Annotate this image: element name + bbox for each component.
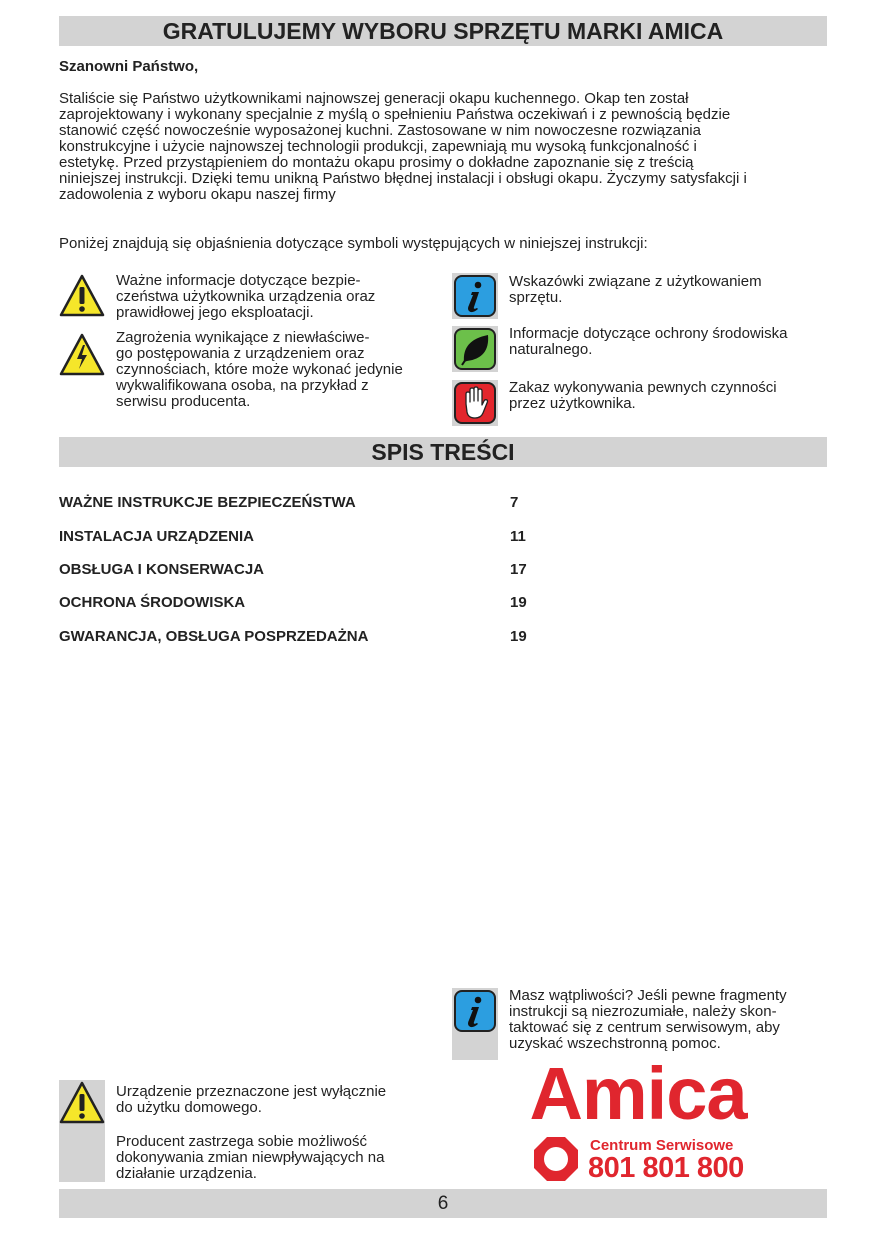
legend-prohibition-text: Zakaz wykonywania pewnych czynności przez użytkownika. <box>509 379 777 412</box>
hand-stop-icon <box>452 380 498 426</box>
toc-item-page: 11 <box>510 528 526 545</box>
amica-logo: Amica <box>529 1052 747 1135</box>
page-header-title: GRATULUJEMY WYBORU SPRZĘTU MARKI AMICA <box>59 16 827 46</box>
toc-item-label[interactable]: WAŻNE INSTRUKCJE BEZPIECZEŃSTWA <box>59 494 356 511</box>
greeting: Szanowni Państwo, <box>59 58 199 75</box>
toc-item-label[interactable]: OCHRONA ŚRODOWISKA <box>59 594 246 611</box>
legend-environment-text: Informacje dotyczące ochrony środowiska naturalnego. <box>509 325 788 358</box>
doubts-note-text: Masz wątpliwości? Jeśli pewne fragmenty instrukcji są niezrozumiałe, należy skon- taktować się z centrum serwisowym, aby uzyskać wszechstronną pomoc. <box>509 987 787 1052</box>
legend-hazard-text: Zagrożenia wynikające z niewłaściwe- go postępowania z urządzeniem oraz czynnościach, które może wykonać jedynie wykwalifikowana osoba, na przykład z serwisu producenta. <box>116 329 403 410</box>
info-icon <box>452 988 498 1060</box>
manufacturer-reservation-text: Producent zastrzega sobie możliwość dokonywania zmian niewpływających na działanie urządzenia. <box>116 1133 385 1182</box>
toc-item-label[interactable]: OBSŁUGA I KONSERWACJA <box>59 561 265 578</box>
page-number: 6 <box>59 1189 827 1218</box>
toc-item-page: 19 <box>510 594 527 611</box>
legend-info-text: Wskazówki związane z użytkowaniem sprzętu. <box>509 273 762 306</box>
electric-hazard-icon <box>59 332 105 378</box>
info-icon <box>452 273 498 319</box>
service-center-icon <box>531 1134 581 1189</box>
warning-exclamation-icon <box>59 1080 105 1182</box>
service-center-label: Centrum Serwisowe <box>590 1137 734 1154</box>
toc-item-label[interactable]: INSTALACJA URZĄDZENIA <box>59 528 254 545</box>
intro-paragraph: Staliście się Państwo użytkownikami najnowszej generacji okapu kuchennego. Okap ten został zaprojektowany i wykonany specjalnie z myślą o spełnieniu Państwa oczekiwań i z pewnością będzie stanowić część nowocześnie wyposażonej kuchni. Zastosowane w nim nowoczesne rozwiązania konstrukcyjne i użycie najnowszej technologii produkcji, zapewniają mu wysoką funkcjonalność i estetykę. Przed przystąpieniem do montażu okapu prosimy o dokładne zapoznanie się z treścią niniejszej instrukcji. Dzięki temu unikną Państwo błędnej instalacji i obsługi okapu. Życzymy satysfakcji i zadowolenia z wyboru okapu naszej firmy <box>59 90 747 203</box>
toc-heading: SPIS TREŚCI <box>59 437 827 467</box>
domestic-use-text: Urządzenie przeznaczone jest wyłącznie do użytku domowego. <box>116 1083 387 1116</box>
legend-warning-text: Ważne informacje dotyczące bezpie- czeństwa użytkownika urządzenia oraz prawidłowej jego eksploatacji. <box>116 272 376 321</box>
service-phone-number[interactable]: 801 801 800 <box>588 1152 744 1184</box>
toc-item-page: 19 <box>510 628 527 645</box>
leaf-icon <box>452 326 498 372</box>
toc-item-page: 17 <box>510 561 527 578</box>
toc-item-page: 7 <box>510 494 519 511</box>
symbols-intro: Poniżej znajdują się objaśnienia dotyczące symboli występujących w niniejszej instrukcji: <box>59 235 648 252</box>
warning-exclamation-icon <box>59 273 105 319</box>
toc-item-label[interactable]: GWARANCJA, OBSŁUGA POSPRZEDAŻNA <box>59 628 369 645</box>
